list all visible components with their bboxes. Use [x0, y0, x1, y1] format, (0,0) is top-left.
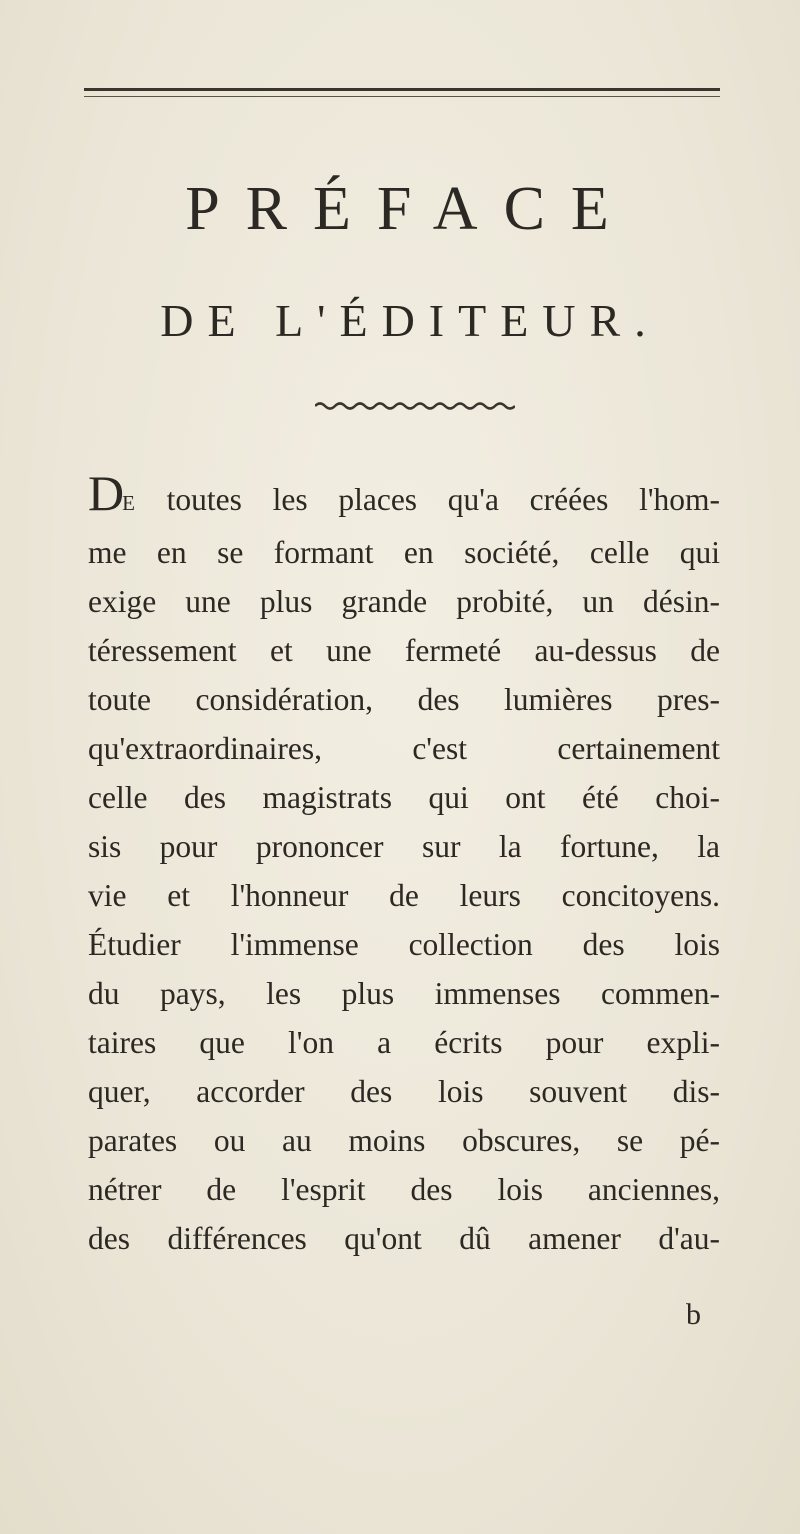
body-line: me en se formant en société, celle qui	[88, 535, 720, 570]
body-line: exige une plus grande probité, un désin-	[88, 584, 720, 619]
first-line-rest: toutes les places qu'a créées l'hom-	[135, 482, 720, 517]
top-rule-thin	[84, 96, 720, 97]
body-line: qu'extraordinaires, c'est certainement	[88, 731, 720, 766]
drop-cap: D	[88, 465, 123, 521]
top-rule-thick	[84, 88, 720, 91]
body-paragraph	[88, 465, 720, 1263]
signature-mark: b	[686, 1298, 701, 1331]
body-line: taires que l'on a écrits pour expli-	[88, 1025, 720, 1060]
body-line: vie et l'honneur de leurs concitoyens.	[88, 878, 720, 913]
page-title: PRÉFACE	[185, 175, 635, 243]
body-line: toute considération, des lumières pres-	[88, 682, 720, 717]
body-line: parates ou au moins obscures, se pé-	[88, 1123, 720, 1158]
body-line-first	[88, 465, 720, 528]
body-line: quer, accorder des lois souvent dis-	[88, 1074, 720, 1109]
page-subtitle: DE L'ÉDITEUR.	[160, 295, 660, 346]
drop-cap-smallcap: E	[122, 491, 136, 515]
body-line: sis pour prononcer sur la fortune, la	[88, 829, 720, 864]
body-line: des différences qu'ont dû amener d'au-	[88, 1221, 720, 1256]
body-line: nétrer de l'esprit des lois anciennes,	[88, 1172, 720, 1207]
body-line: celle des magistrats qui ont été choi-	[88, 780, 720, 815]
body-line: téressement et une fermeté au-dessus de	[88, 633, 720, 668]
wavy-rule-ornament-icon	[315, 401, 515, 411]
body-line: Étudier l'immense collection des lois	[88, 927, 720, 962]
body-line: du pays, les plus immenses commen-	[88, 976, 720, 1011]
